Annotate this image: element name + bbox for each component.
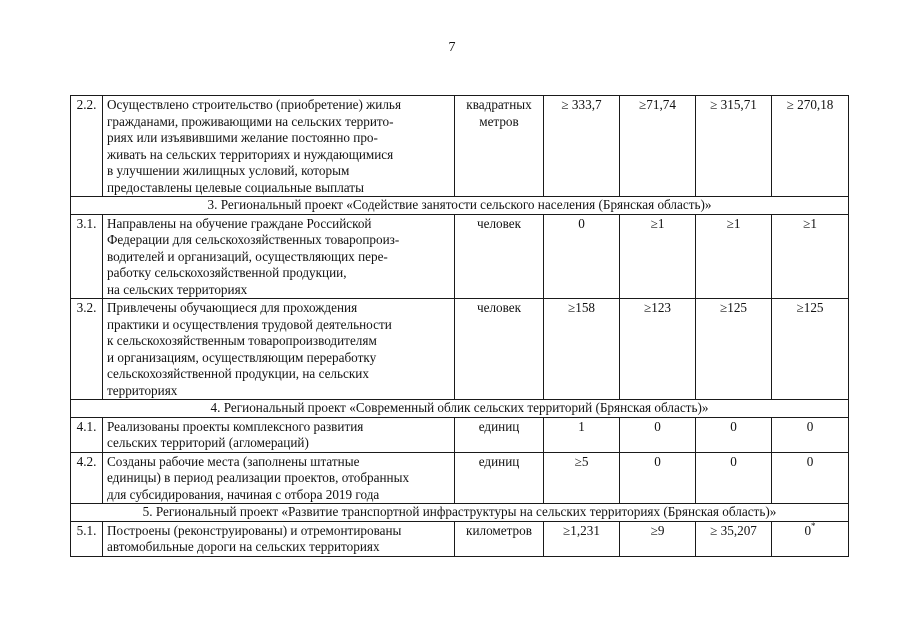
value-text: ≥125 xyxy=(796,300,824,315)
item-description xyxy=(103,452,455,504)
value-text: ≥ 35,207 xyxy=(710,522,757,538)
description-line: водителей и организаций, осуществляющих пере- xyxy=(107,248,388,264)
table-row xyxy=(71,214,849,299)
description-line: сельскохозяйственной продукции, на сельских xyxy=(107,366,369,381)
unit-line: квадратных xyxy=(466,97,532,112)
item-number: 3.1. xyxy=(71,214,103,299)
value-cell xyxy=(696,214,772,299)
value-cell xyxy=(772,96,849,197)
item-unit xyxy=(455,417,544,452)
value-cell xyxy=(620,417,696,452)
table-row xyxy=(71,521,849,556)
description-line: для субсидирования, начиная с отбора 2019 года xyxy=(107,486,380,502)
value-text: ≥1 xyxy=(726,215,741,231)
item-number: 2.2. xyxy=(71,96,103,197)
item-number: 4.1. xyxy=(71,417,103,452)
section-header-row xyxy=(71,197,849,215)
value-text: 0 xyxy=(730,418,737,434)
unit-line: метров xyxy=(479,113,519,129)
value-text: ≥ 270,18 xyxy=(786,97,834,112)
value-cell xyxy=(544,214,620,299)
value-text: ≥158 xyxy=(567,300,596,315)
value-cell xyxy=(620,96,696,197)
section-title: 3. Региональный проект «Содействие занятости сельского населения (Брянская область)» xyxy=(71,197,849,215)
description-line: Привлечены обучающиеся для прохождения xyxy=(107,300,358,315)
description-line: к сельскохозяйственным товаропроизводителям xyxy=(107,333,377,348)
value-cell xyxy=(544,417,620,452)
value-cell xyxy=(544,521,620,556)
description-line: на сельских территориях xyxy=(107,281,248,297)
value-text: 0 xyxy=(804,522,812,538)
value-text: 0 xyxy=(806,453,814,469)
value-text: ≥1 xyxy=(650,215,665,231)
value-text: ≥123 xyxy=(643,300,672,315)
value-cell xyxy=(772,452,849,504)
value-cell xyxy=(772,521,849,556)
value-text: ≥ 333,7 xyxy=(561,97,602,112)
description-line: единицы) в период реализации проектов, отобранных xyxy=(107,470,410,485)
value-text: 1 xyxy=(578,418,585,434)
description-line: предоставлены целевые социальные выплаты xyxy=(107,179,364,195)
unit-line: человек xyxy=(476,215,522,231)
description-line: Реализованы проекты комплексного развития xyxy=(107,418,364,434)
section-header-row xyxy=(71,504,849,522)
description-line: Направлены на обучение граждане Российской xyxy=(107,215,372,231)
item-unit xyxy=(455,299,544,400)
description-line: и организациям, осуществляющим переработку xyxy=(107,349,377,365)
section-title: 4. Региональный проект «Современный облик сельских территорий (Брянская область)» xyxy=(71,400,849,418)
value-cell xyxy=(696,452,772,504)
value-text: 0 xyxy=(806,418,814,434)
value-cell xyxy=(696,299,772,400)
item-unit xyxy=(455,521,544,556)
value-text: ≥71,74 xyxy=(639,97,676,112)
description-line: территориях xyxy=(107,382,178,398)
value-cell xyxy=(544,452,620,504)
item-unit xyxy=(455,96,544,197)
value-cell xyxy=(620,299,696,400)
page-number: 7 xyxy=(448,40,456,55)
description-line: риях или изъявившими желание постоянно про- xyxy=(107,130,378,145)
description-line: Федерации для сельскохозяйственных товаропроиз- xyxy=(107,232,400,247)
table-row xyxy=(71,299,849,400)
description-line: Осуществлено строительство (приобретение) жилья xyxy=(107,97,402,112)
value-text: 0 xyxy=(654,418,661,434)
item-number: 4.2. xyxy=(71,452,103,504)
unit-line: человек xyxy=(476,300,522,315)
value-cell xyxy=(544,299,620,400)
value-cell xyxy=(620,521,696,556)
value-cell xyxy=(696,521,772,556)
table-row xyxy=(71,96,849,197)
description-line: сельских территорий (агломераций) xyxy=(107,435,309,450)
description-line: Построены (реконструированы) и отремонтированы xyxy=(107,522,402,538)
item-description xyxy=(103,521,455,556)
value-cell xyxy=(620,452,696,504)
value-text: ≥ 315,71 xyxy=(710,97,757,112)
value-cell xyxy=(696,417,772,452)
unit-line: единиц xyxy=(478,453,520,469)
item-unit xyxy=(455,214,544,299)
value-cell xyxy=(772,417,849,452)
item-number: 5.1. xyxy=(71,521,103,556)
value-cell xyxy=(620,214,696,299)
item-number: 3.2. xyxy=(71,299,103,400)
value-text: 0 xyxy=(654,453,661,469)
value-text: ≥1,231 xyxy=(563,522,600,538)
section-title: 5. Региональный проект «Развитие транспортной инфраструктуры на сельских территориях (Брянская область)» xyxy=(71,504,849,522)
value-text: ≥1 xyxy=(803,215,817,231)
item-description xyxy=(103,299,455,400)
table-row xyxy=(71,452,849,504)
description-line: гражданами, проживающими на сельских террито- xyxy=(107,113,394,129)
table-row xyxy=(71,417,849,452)
value-text: ≥9 xyxy=(650,522,665,538)
value-text: ≥125 xyxy=(719,300,748,315)
value-text: 0 xyxy=(730,453,737,469)
description-line: автомобильные дороги на сельских территориях xyxy=(107,539,380,554)
item-description xyxy=(103,417,455,452)
value-cell xyxy=(772,299,849,400)
item-description xyxy=(103,96,455,197)
description-line: работку сельскохозяйственной продукции, xyxy=(107,265,347,280)
indicators-table xyxy=(70,95,849,557)
description-line: Созданы рабочие места (заполнены штатные xyxy=(107,453,360,469)
value-cell xyxy=(696,96,772,197)
value-text: 0 xyxy=(578,215,585,231)
description-line: живать на сельских территориях и нуждающимися xyxy=(107,146,394,162)
unit-line: единиц xyxy=(478,418,520,434)
footnote-mark: * xyxy=(811,521,816,531)
section-header-row xyxy=(71,400,849,418)
value-cell xyxy=(772,214,849,299)
item-unit xyxy=(455,452,544,504)
value-text: ≥5 xyxy=(574,453,589,469)
unit-line: километров xyxy=(466,522,532,538)
value-cell xyxy=(544,96,620,197)
description-line: в улучшении жилищных условий, которым xyxy=(107,163,350,178)
item-description xyxy=(103,214,455,299)
description-line: практики и осуществления трудовой деятельности xyxy=(107,316,392,332)
